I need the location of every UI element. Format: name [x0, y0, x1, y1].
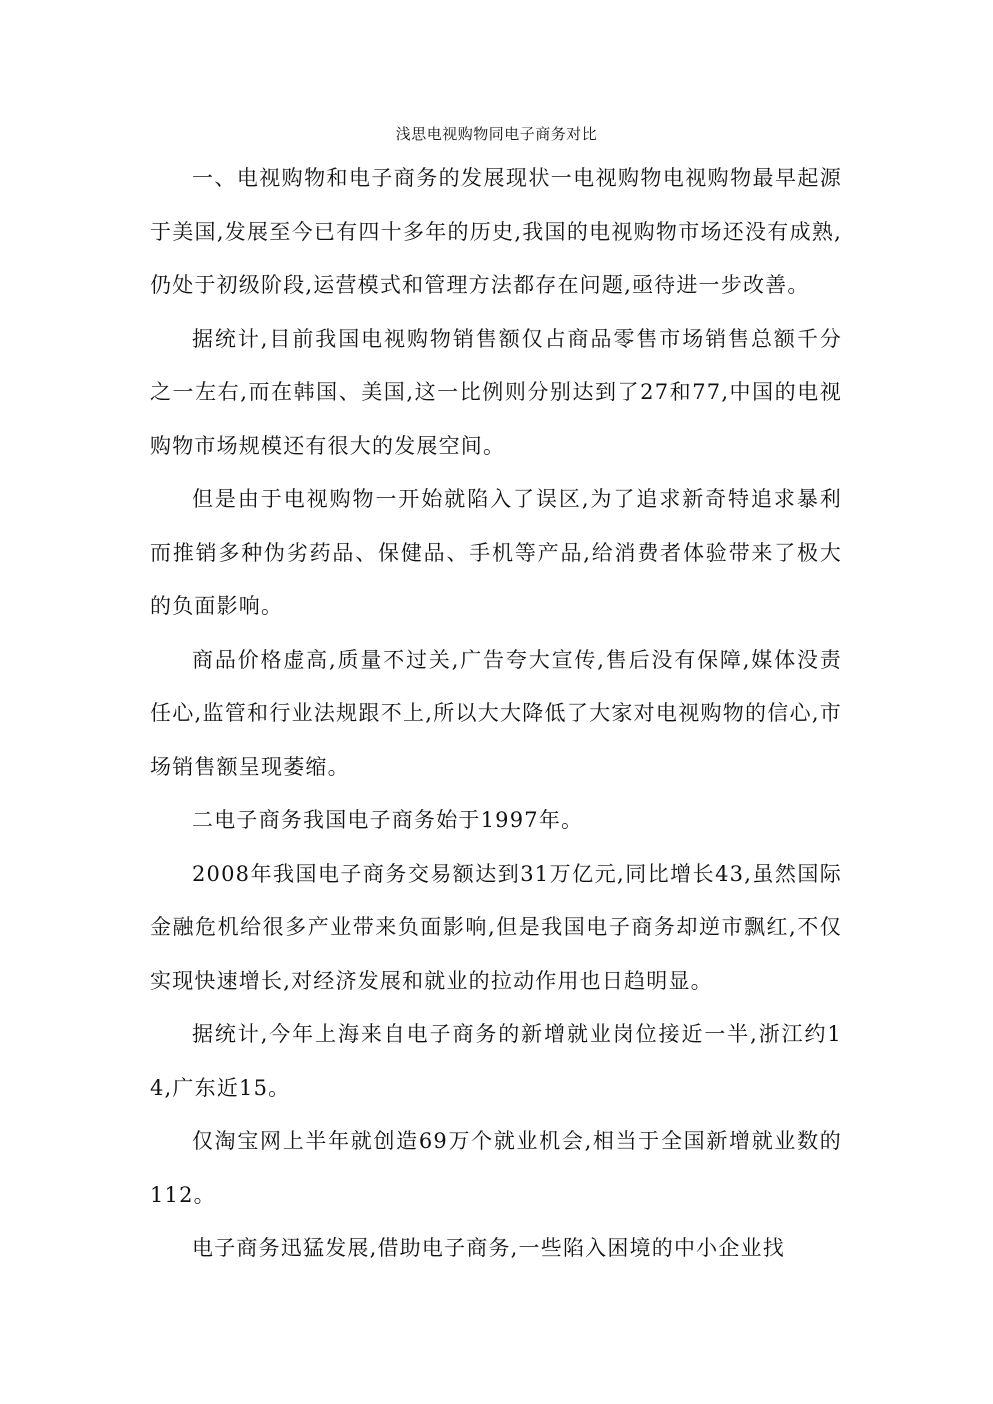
paragraph: 电子商务迅猛发展,借助电子商务,一些陷入困境的中小企业找: [192, 1236, 785, 1260]
paragraph: 仅淘宝网上半年就创造69万个就业机会,相当于全国新增就业数的112。: [150, 1129, 842, 1207]
document-body: [150, 152, 842, 1276]
paragraph: 商品价格虚高,质量不过关,广告夸大宣传,售后没有保障,媒体没责任心,监管和行业法规跟不上,所以大大降低了大家对电视购物的信心,市场销售额呈现萎缩。: [150, 647, 842, 779]
paragraph: 一、电视购物和电子商务的发展现状一电视购物电视购物最早起源于美国,发展至今已有四十多年的历史,我国的电视购物市场还没有成熟,仍处于初级阶段,运营模式和管理方法都存在问题,亟待进一步改善。: [150, 166, 842, 297]
paragraph: 二电子商务我国电子商务始于1997年。: [192, 808, 584, 832]
paragraph: 但是由于电视购物一开始就陷入了误区,为了追求新奇特追求暴利而推销多种伪劣药品、保健品、手机等产品,给消费者体验带来了极大的负面影响。: [150, 487, 842, 618]
paragraph: 据统计,目前我国电视购物销售额仅占商品零售市场销售总额千分之一左右,而在韩国、美国,这一比例则分别达到了27和77,中国的电视购物市场规模还有很大的发展空间。: [150, 326, 842, 458]
paragraph: 2008年我国电子商务交易额达到31万亿元,同比增长43,虽然国际金融危机给很多产业带来负面影响,但是我国电子商务却逆市飘红,不仅实现快速增长,对经济发展和就业的拉动作用也日趋明显。: [150, 861, 842, 993]
document-title: 浅思电视购物同电子商务对比: [395, 125, 598, 143]
paragraph: 据统计,今年上海来自电子商务的新增就业岗位接近一半,浙江约14,广东近15。: [150, 1022, 842, 1100]
